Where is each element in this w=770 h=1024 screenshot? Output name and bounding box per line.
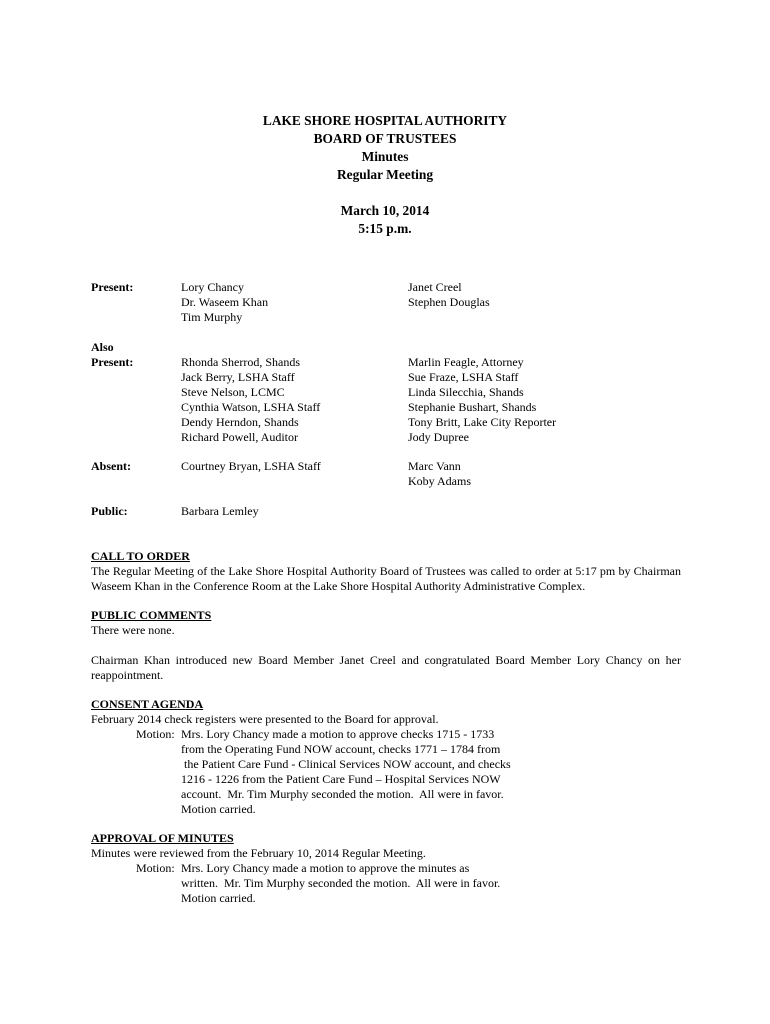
section-title: APPROVAL OF MINUTES <box>91 831 234 845</box>
doc-type: Minutes <box>361 149 409 164</box>
absent-col1 <box>181 459 321 474</box>
attendee: Stephanie Bushart, Shands <box>408 400 537 414</box>
attendee: Tim Murphy <box>181 310 243 324</box>
attendee: Linda Silecchia, Shands <box>408 385 524 399</box>
attendee: Koby Adams <box>408 474 471 488</box>
attendee: Tony Britt, Lake City Reporter <box>408 415 557 429</box>
meeting-time: 5:15 p.m. <box>358 221 412 236</box>
motion-label: Motion: <box>136 861 175 875</box>
present-col1 <box>181 280 268 325</box>
attendee: Marc Vann <box>408 459 461 473</box>
attendee: Sue Fraze, LSHA Staff <box>408 370 519 384</box>
motion-text: Mrs. Lory Chancy made a motion to approve the minutes as written. Mr. Tim Murphy seconded the motion. All were in favor. Motion carried. <box>181 861 501 905</box>
also-present-label: Also Present: <box>91 340 134 369</box>
public-label: Public: <box>91 504 128 518</box>
absent-label: Absent: <box>91 459 132 473</box>
attendee: Jack Berry, LSHA Staff <box>181 370 295 384</box>
present-col2 <box>408 280 490 310</box>
section-call-to-order <box>91 549 681 594</box>
present-label: Present: <box>91 280 134 294</box>
motion-label: Motion: <box>136 727 175 741</box>
attendee: Courtney Bryan, LSHA Staff <box>181 459 321 473</box>
motion-block <box>91 861 681 906</box>
section-note: Chairman Khan introduced new Board Member Janet Creel and congratulated Board Member Lory Chancy on her reappointment. <box>91 653 681 682</box>
attendee: Richard Powell, Auditor <box>181 430 298 444</box>
attendee: Marlin Feagle, Attorney <box>408 355 524 369</box>
meeting-date: March 10, 2014 <box>340 203 430 218</box>
attendee: Steve Nelson, LCMC <box>181 385 285 399</box>
attendee: Rhonda Sherrod, Shands <box>181 355 300 369</box>
attendee: Cynthia Watson, LSHA Staff <box>181 400 321 414</box>
attendee: Jody Dupree <box>408 430 469 444</box>
also-present-col2 <box>408 355 556 445</box>
attendee: Barbara Lemley <box>181 504 259 518</box>
section-body: There were none. <box>91 623 175 637</box>
section-body: The Regular Meeting of the Lake Shore Hospital Authority Board of Trustees was called to order at 5:17 pm by Chairman Waseem Khan in the Conference Room at the Lake Shore Hospital Authority Administrative Complex. <box>91 564 681 593</box>
public-col1 <box>181 504 259 519</box>
attendee: Lory Chancy <box>181 280 244 294</box>
section-consent-agenda <box>91 697 681 817</box>
motion-block <box>91 727 681 817</box>
attendee: Stephen Douglas <box>408 295 490 309</box>
board-name: BOARD OF TRUSTEES <box>313 131 457 146</box>
section-title: PUBLIC COMMENTS <box>91 608 212 622</box>
attendee: Dendy Herndon, Shands <box>181 415 299 429</box>
section-intro: February 2014 check registers were presented to the Board for approval. <box>91 712 439 726</box>
section-intro: Minutes were reviewed from the February 10, 2014 Regular Meeting. <box>91 846 426 860</box>
absent-col2 <box>408 459 471 489</box>
section-title: CONSENT AGENDA <box>91 697 204 711</box>
also-present-col1 <box>181 355 320 445</box>
attendee: Dr. Waseem Khan <box>181 295 269 309</box>
org-name: LAKE SHORE HOSPITAL AUTHORITY <box>262 113 508 128</box>
attendee: Janet Creel <box>408 280 462 294</box>
motion-text: Mrs. Lory Chancy made a motion to approve checks 1715 - 1733 from the Operating Fund NOW account, checks 1771 – 1784 from the Patient Care Fund - Clinical Services NOW account, and checks 1216 - 1226 from the Patient Care Fund – Hospital Services NOW account. Mr. Tim Murphy seconded the motion. All were in favor. Motion carried. <box>181 727 511 816</box>
document-header <box>0 112 770 238</box>
meeting-type: Regular Meeting <box>336 167 434 182</box>
section-title: CALL TO ORDER <box>91 549 190 563</box>
section-public-comments <box>91 608 681 683</box>
section-approval-of-minutes <box>91 831 681 906</box>
